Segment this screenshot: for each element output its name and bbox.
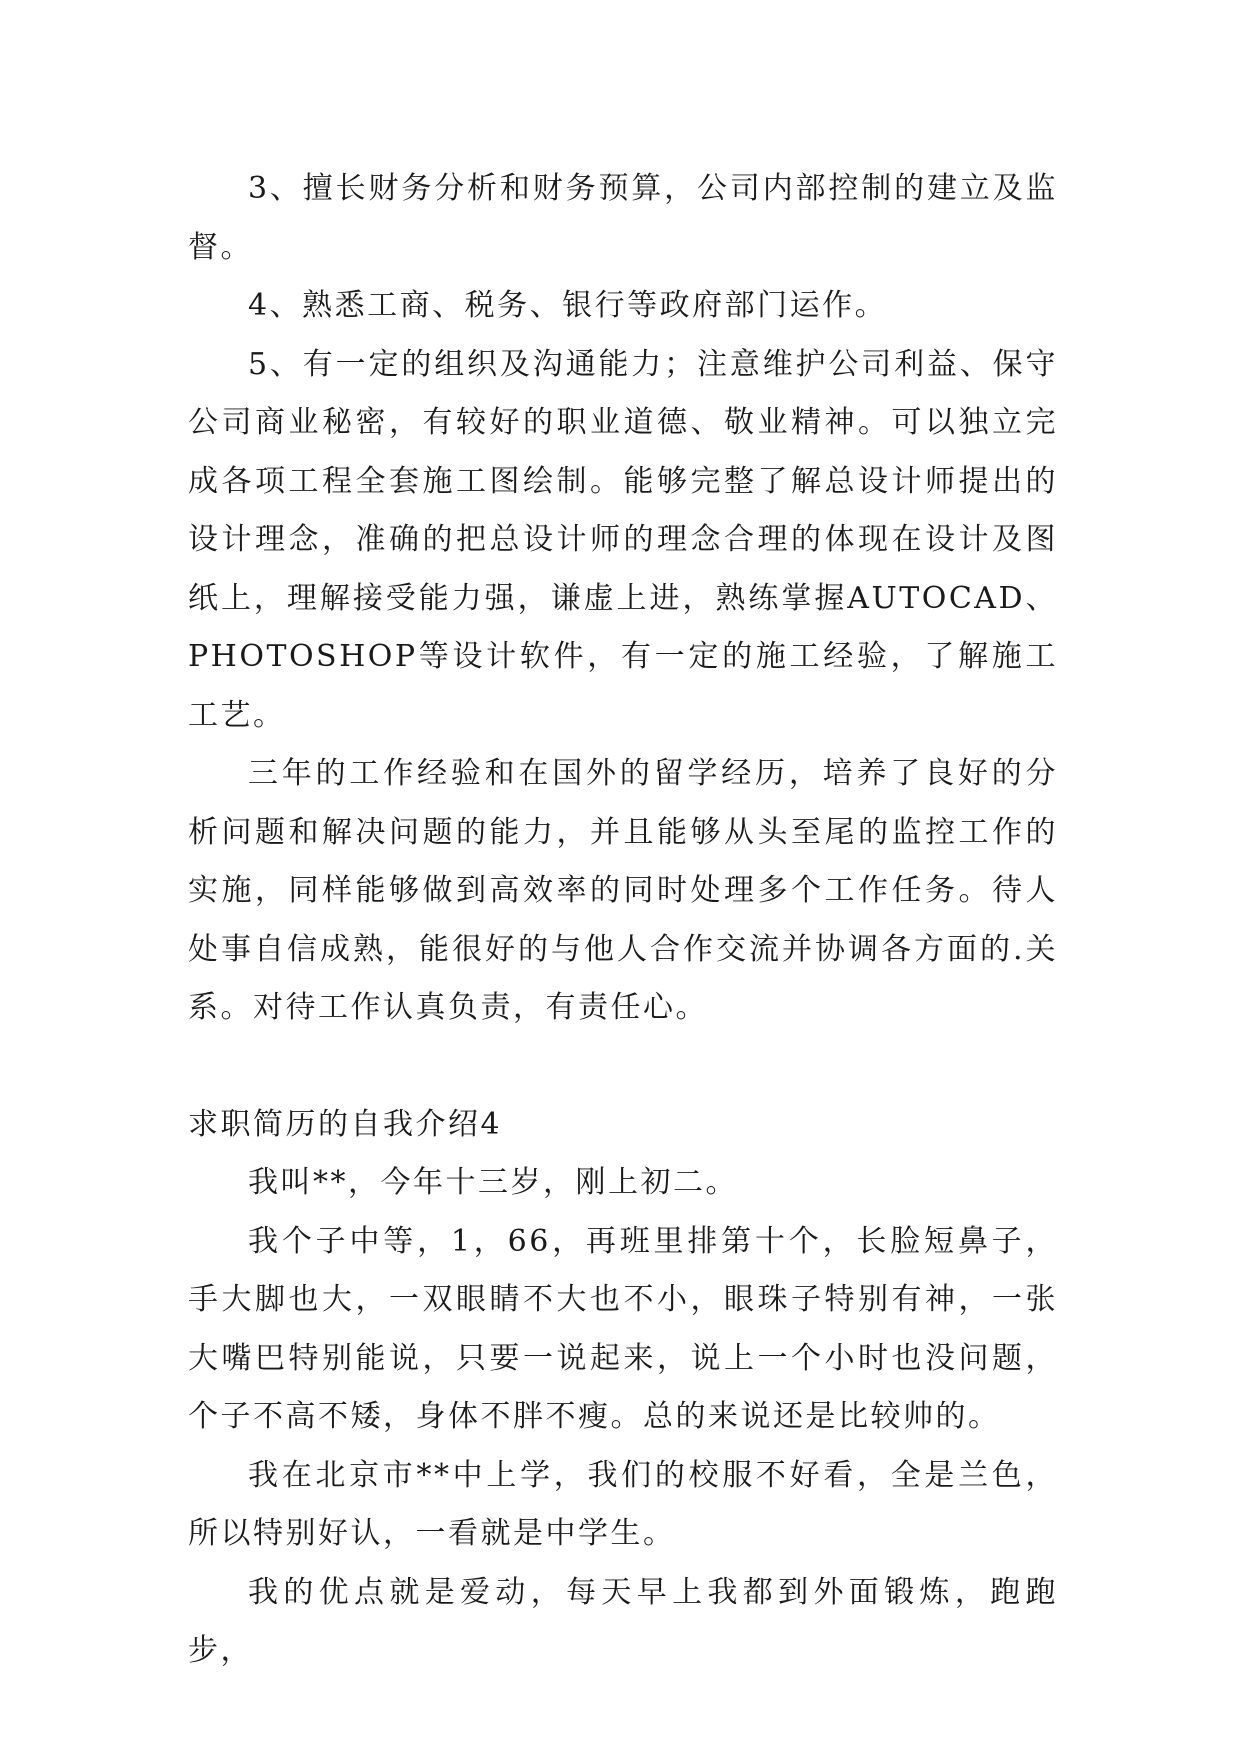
paragraph-item-3: 3、擅长财务分析和财务预算，公司内部控制的建立及监督。 — [188, 171, 1058, 265]
document-body — [188, 160, 1058, 1681]
paragraph-experience: 三年的工作经验和在国外的留学经历，培养了良好的分析问题和解决问题的能力，并且能够从头至尾的监控工作的实施，同样能够做到高效率的同时处理多个工作任务。待人处事自信成熟，能很好的与他人合作交流并协调各方面的.关系。对待工作认真负责，有责任心。 — [188, 756, 1058, 1025]
paragraph-intro-name: 我叫**，今年十三岁，刚上初二。 — [248, 1165, 738, 1200]
paragraph-strengths: 我的优点就是爱动，每天早上我都到外面锻炼，跑跑步， — [188, 1574, 1058, 1668]
paragraph-appearance: 我个子中等，1，66，再班里排第十个，长脸短鼻子，手大脚也大，一双眼睛不大也不小，眼珠子特别有神，一张大嘴巴特别能说，只要一说起来，说上一个小时也没问题，个子不高不矮，身体不胖不瘦。总的来说还是比较帅的。 — [188, 1223, 1058, 1434]
paragraph-item-4: 4、熟悉工商、税务、银行等政府部门运作。 — [248, 288, 888, 323]
paragraph-item-5: 5、有一定的组织及沟通能力；注意维护公司利益、保守公司商业秘密，有较好的职业道德、敬业精神。可以独立完成各项工程全套施工图绘制。能够完整了解总设计师提出的设计理念，准确的把总设计师的理念合理的体现在设计及图纸上，理解接受能力强，谦虚上进，熟练掌握AUTOCAD、PHOTOSHOP等设计软件，有一定的施工经验，了解施工工艺。 — [188, 346, 1058, 733]
paragraph-school: 我在北京市**中上学，我们的校服不好看，全是兰色，所以特别好认，一看就是中学生。 — [188, 1457, 1058, 1551]
section-spacer — [188, 1038, 1058, 1096]
section-heading: 求职简历的自我介绍4 — [188, 1106, 503, 1142]
